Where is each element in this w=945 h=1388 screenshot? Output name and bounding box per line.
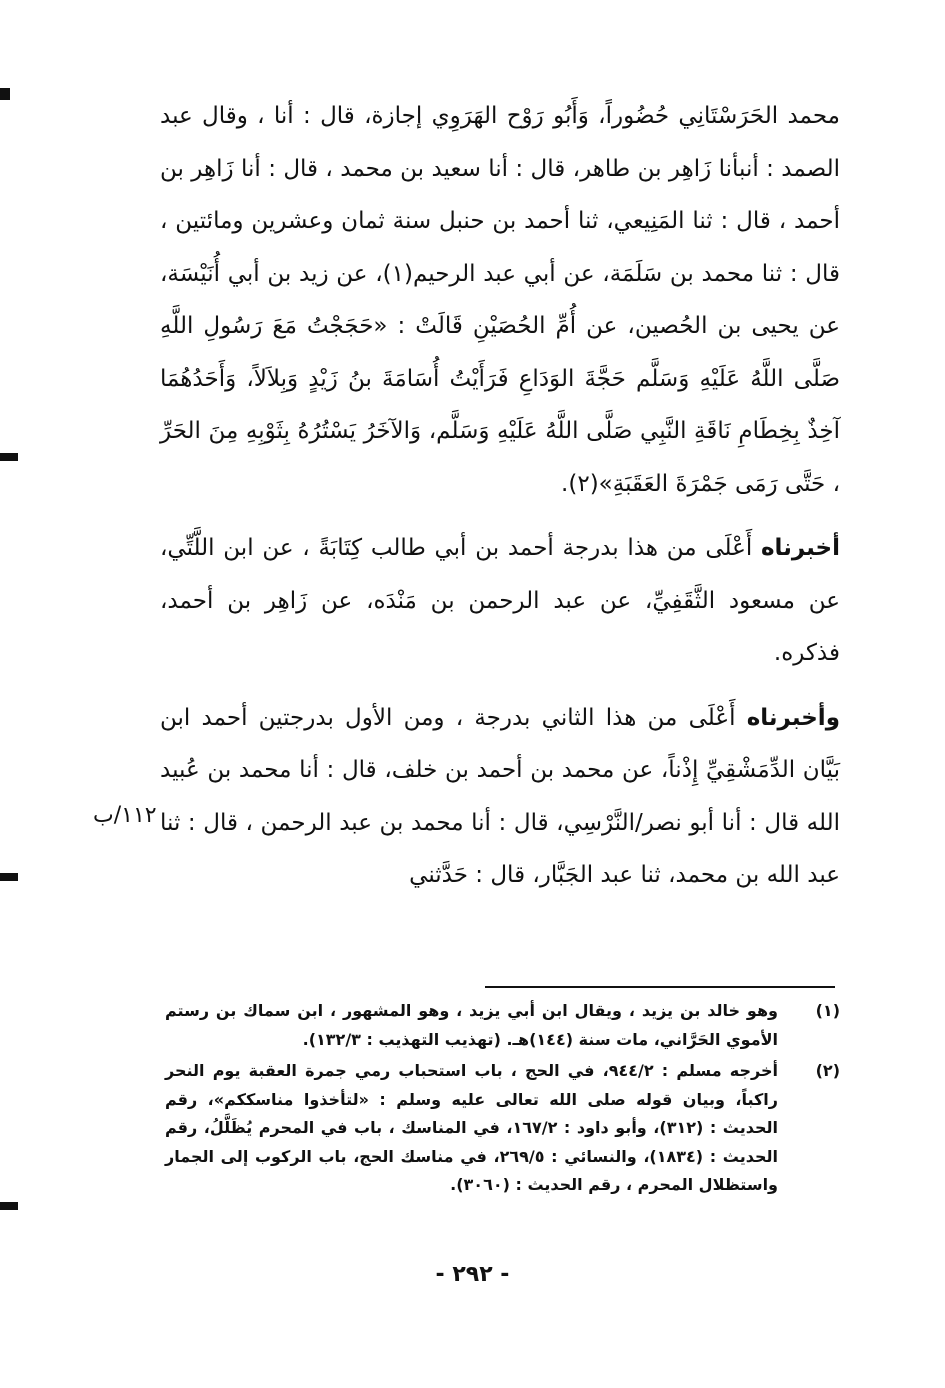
footnote-1 xyxy=(165,997,840,1054)
paragraph-2-lead: أخبرناه xyxy=(760,535,840,561)
paragraph-3-lead: وأخبرناه xyxy=(746,704,840,731)
paragraph-3 xyxy=(160,692,840,902)
manuscript-folio-mark: ١١٢/ب xyxy=(93,803,157,828)
scan-edge-mark xyxy=(0,873,18,881)
footnote-separator xyxy=(485,986,835,988)
main-text xyxy=(160,90,840,902)
footnote-number: (٢) xyxy=(815,1061,840,1080)
scan-edge-mark xyxy=(0,453,18,461)
paragraph-3-text: أَعْلَى من هذا الثاني بدرجة ، ومن الأول بدرجتين أحمد ابن بَيَّان الدِّمَشْقِيِّ إِذْناً، عن محمد بن أحمد بن خلف، قال : أنا محمد بن عُبيد الله قال : أنا أبو نصر/النَّرْسِي، قال : أنا محمد بن عبد الرحمن ، قال : ثنا عبد الله بن محمد، ثنا عبد الجَبَّار، قال : حَدَّثني xyxy=(160,704,840,888)
scan-edge-mark xyxy=(0,1202,18,1210)
paragraph-2-text: أَعْلَى من هذا بدرجة أحمد بن أبي طالب كِتَابَةً ، عن ابن اللَّتِّي، عن مسعود الثَّقَفِيِّ، عن عبد الرحمن بن مَنْدَه، عن زَاهِر بن أحمد، فذكره. xyxy=(160,535,840,666)
footnote-text: أخرجه مسلم : ٩٤٤/٢، في الحج ، باب استحباب رمي جمرة العقبة يوم النحر راكباً، وبيان قوله صلى الله تعالى عليه وسلم : «لتأخذوا مناسككم»، رقم الحديث : (٣١٢)، وأبو داود : ١٦٧/٢، في المناسك ، باب في المحرم يُظَلَّلُ، رقم الحديث : (١٨٣٤)، والنسائي : ٢٦٩/٥، في مناسك الحج، باب الركوب إلى الجمار واستظلال المحرم ، رقم الحديث : (٣٠٦٠). xyxy=(165,1061,779,1194)
footnote-text: وهو خالد بن يزيد ، ويقال ابن أبي يزيد ، وهو المشهور ، ابن سماك بن رستم الأموي الحَرَّاني، مات سنة (١٤٤)هـ. (تهذيب التهذيب : ١٣٢/٣). xyxy=(165,1001,778,1049)
footnote-number: (١) xyxy=(815,1001,840,1020)
paragraph-2 xyxy=(160,522,840,680)
paragraph-1: محمد الحَرَسْتَانِي حُضُوراً، وَأَبُو رَوْح الهَرَوِي إجازة، قال : أنا ، وقال عبد الصمد : أنبأنا زَاهِر بن طاهر، قال : أنا سعيد بن محمد ، قال : أنا زَاهِر بن أحمد ، قال : ثنا المَنِيعي، ثنا أحمد بن حنبل سنة ثمان وعشرين ومائتين ، قال : ثنا محمد بن سَلَمَة، عن أبي عبد الرحيم(١)، عن زيد بن أبي أُنَيْسَة، عن يحيى بن الحُصين، عن أُمِّ الحُصَيْنِ قَالَتْ : «حَجَجْتُ مَعَ رَسُولِ اللَّهِ صَلَّى اللَّهُ عَلَيْهِ وَسَلَّم حَجَّةَ الوَدَاعِ فَرَأَيْتُ أُسَامَةَ بنُ زَيْدٍ وَبِلاَلاً، وَأَحَدُهُمَا آخِذٌ بِخِطَامِ نَاقَةِ النَّبِي صَلَّى اللَّهُ عَلَيْهِ وَسَلَّم، وَالآخَرُ يَسْتُرُهُ بِثَوْبِهِ مِنَ الحَرِّ ، حَتَّى رَمَى جَمْرَةَ العَقَبَةِ»(٢). xyxy=(160,103,841,497)
footnotes xyxy=(165,997,840,1203)
scan-edge-mark xyxy=(0,88,10,100)
footnote-2 xyxy=(165,1057,840,1200)
page-number: - ٢٩٢ - xyxy=(435,1262,510,1287)
